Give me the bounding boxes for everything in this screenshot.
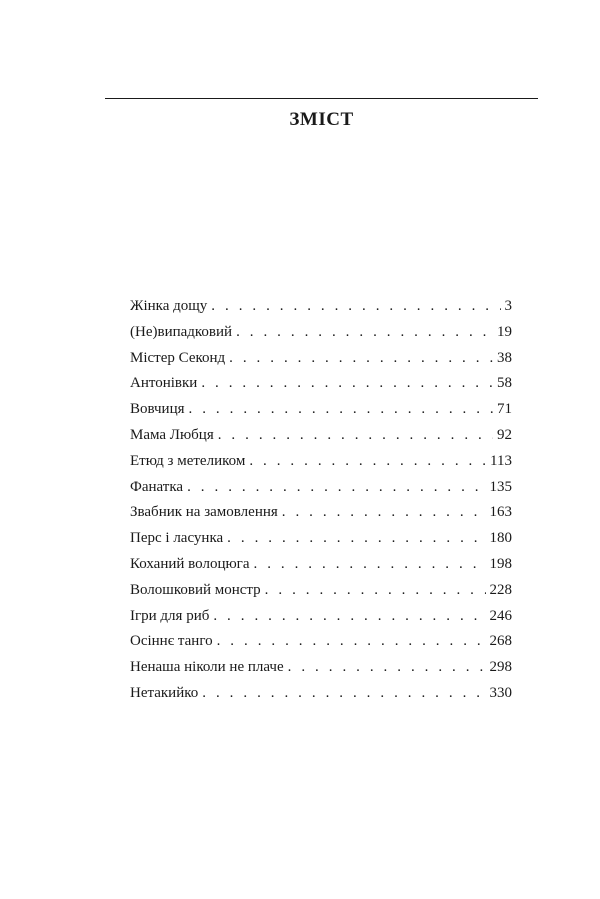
toc-entry-title: Ігри для риб <box>130 607 210 624</box>
toc-entry-title: Жінка дощу <box>130 298 208 314</box>
toc-entry-title: Містер Секонд <box>130 349 226 366</box>
toc-entry-title: Осіннє танго <box>130 633 213 650</box>
toc-leader-dots <box>254 554 486 574</box>
toc-entry-page: 19 <box>497 323 512 340</box>
toc-entry-page: 92 <box>497 426 512 443</box>
toc-entry-page: 228 <box>489 581 512 598</box>
toc-entry-page: 135 <box>489 478 512 495</box>
toc-entry <box>130 373 512 399</box>
toc-entry-title: Ненаша ніколи не плаче <box>130 659 284 676</box>
toc-entry-title: Волошковий монстр <box>130 581 261 598</box>
toc-entry <box>130 502 512 528</box>
toc-entry-page: 330 <box>489 684 512 701</box>
toc-entry-page: 246 <box>489 607 512 624</box>
toc-entry-title: Звабник на замовлення <box>130 504 278 521</box>
toc-entry <box>130 631 512 657</box>
toc-leader-dots <box>288 657 486 677</box>
toc-entry-title: Вовчиця <box>130 401 185 418</box>
toc-entry-title: Перс і ласунка <box>130 530 224 547</box>
toc-entry-page: 3 <box>504 298 512 314</box>
toc-leader-dots <box>236 322 493 342</box>
toc-entry-page: 38 <box>497 349 512 366</box>
toc-entry <box>130 425 512 451</box>
toc-leader-dots <box>218 425 493 445</box>
toc-entry-title: Етюд з метеликом <box>130 452 246 469</box>
toc-entry-page: 198 <box>489 555 512 572</box>
toc-entry-title: Коханий волоцюга <box>130 555 250 572</box>
toc-entry <box>130 322 512 348</box>
toc-leader-dots <box>217 631 486 651</box>
toc-leader-dots <box>189 399 493 419</box>
toc-entry-title: Нетакийко <box>130 684 199 701</box>
toc-leader-dots <box>265 580 486 600</box>
toc-entry <box>130 477 512 503</box>
toc-entry <box>130 451 512 477</box>
toc-leader-dots <box>249 451 486 471</box>
toc-entry-title: (Не)випадковий <box>130 323 233 340</box>
toc-leader-dots <box>187 477 485 497</box>
toc-leader-dots <box>213 606 485 626</box>
toc-entry-page: 71 <box>497 401 512 418</box>
toc-entry-page: 180 <box>489 530 512 547</box>
toc-entry <box>130 606 512 632</box>
toc-entry-title: Фанатка <box>130 478 184 495</box>
table-of-contents <box>130 296 512 709</box>
toc-entry <box>130 554 512 580</box>
toc-entry-page: 58 <box>497 375 512 392</box>
toc-entry-page: 268 <box>489 633 512 650</box>
toc-leader-dots <box>202 683 485 703</box>
toc-entry <box>130 683 512 709</box>
toc-leader-dots <box>201 373 493 393</box>
toc-entry-page: 163 <box>489 504 512 521</box>
toc-entry <box>130 399 512 425</box>
toc-entry <box>130 296 512 322</box>
toc-entry-page: 113 <box>490 452 512 469</box>
toc-entry-title: Антонівки <box>130 375 198 392</box>
toc-entry-title: Мама Любця <box>130 426 214 443</box>
toc-entry <box>130 348 512 374</box>
toc-entry <box>130 580 512 606</box>
toc-leader-dots <box>282 502 486 522</box>
toc-entry <box>130 528 512 554</box>
toc-leader-dots <box>229 348 493 368</box>
toc-leader-dots <box>211 296 500 316</box>
toc-leader-dots <box>227 528 485 548</box>
top-rule <box>105 98 538 99</box>
page-title: ЗМІСТ <box>289 109 354 130</box>
toc-entry <box>130 657 512 683</box>
toc-entry-page: 298 <box>489 659 512 676</box>
